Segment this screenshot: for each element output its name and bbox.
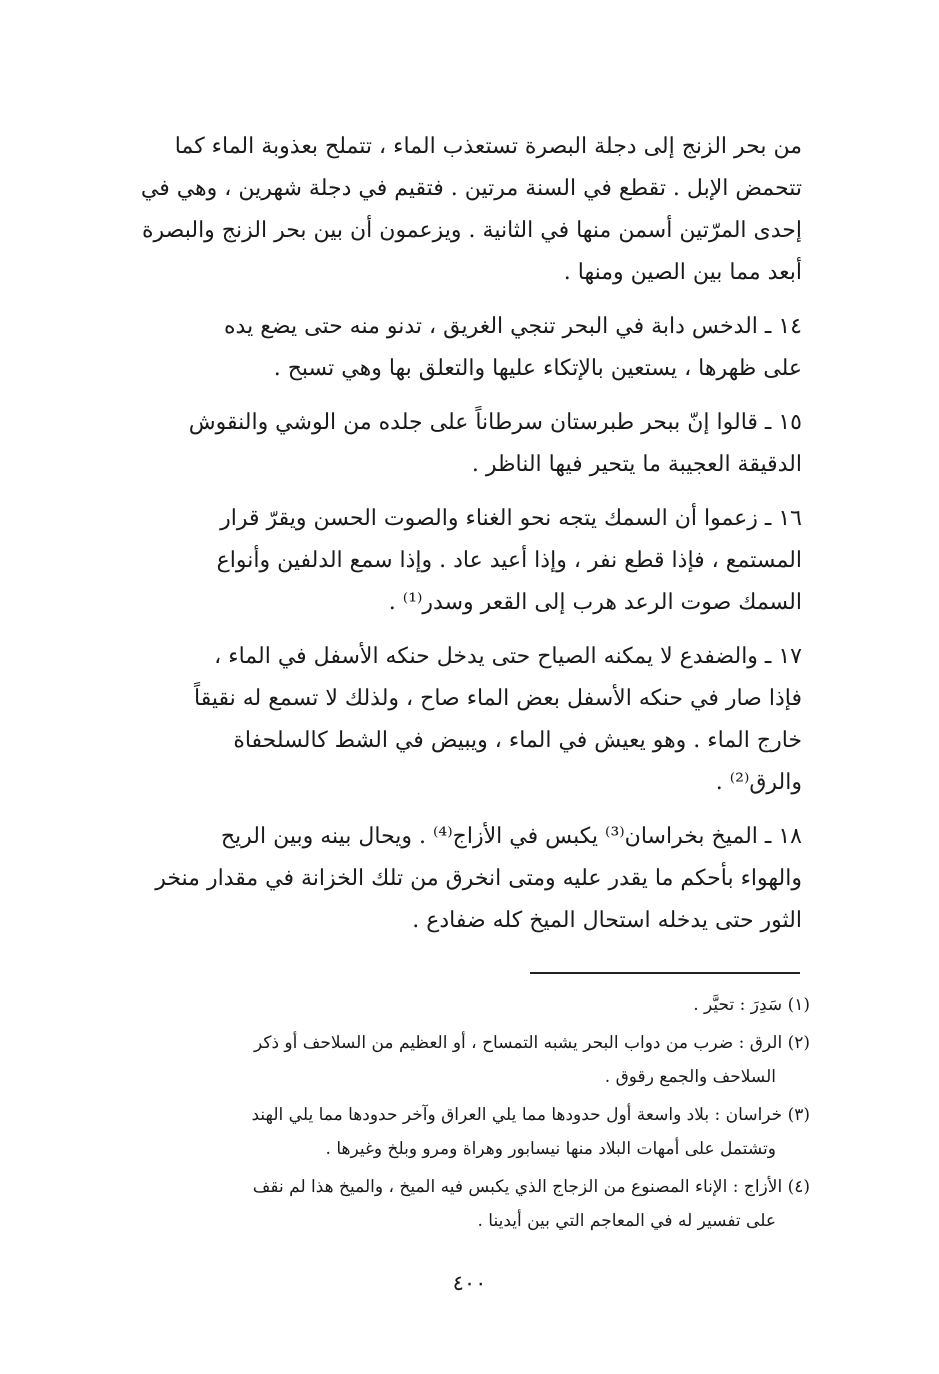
text-line: السمك صوت الرعد هرب إلى القعر وسدر⁽¹⁾ .	[388, 590, 802, 615]
footnote-3	[96, 1098, 810, 1166]
text-line: تتحمض الإبل . تقطع في السنة مرتين . فتقيم في دجلة شهرين ، وهي في	[140, 176, 802, 201]
footnote-line: (٣) خراسان : بلاد واسعة أول حدودها مما يلي العراق وآخر حدودها مما يلي الهند	[251, 1105, 810, 1125]
text-line: أبعد مما بين الصين ومنها .	[563, 260, 802, 285]
paragraph-18	[96, 816, 802, 942]
footnote-1	[96, 988, 810, 1022]
paragraph-17	[96, 636, 802, 804]
main-text	[96, 126, 802, 954]
footnote-separator	[530, 972, 800, 974]
text-line: خارج الماء . وهو يعيش في الماء ، ويبيض في الشط كالسلحفاة	[233, 728, 802, 753]
paragraph-intro	[96, 126, 802, 294]
text-line: ١٦ ـ زعموا أن السمك يتجه نحو الغناء والصوت الحسن ويقرّ قرار	[220, 506, 802, 531]
footnote-2	[96, 1026, 810, 1094]
text-line: فإذا صار في حنكه الأسفل بعض الماء صاح ، ولذلك لا تسمع له نقيقاً	[194, 686, 802, 711]
footnote-line: (٤) الأزاج : الإناء المصنوع من الزجاج الذي يكبس فيه الميخ ، والميخ هذا لم نقف	[252, 1177, 810, 1197]
paragraph-15	[96, 402, 802, 486]
page-number: ٤٠٠	[452, 1271, 487, 1295]
footnote-line: السلاحف والجمع رقوق .	[604, 1067, 776, 1087]
footnote-4	[96, 1170, 810, 1238]
text-line: إحدى المرّتين أسمن منها في الثانية . ويزعمون أن بين بحر الزنج والبصرة	[141, 218, 802, 243]
footnote-line: (٢) الرق : ضرب من دواب البحر يشبه التمساح ، أو العظيم من السلاحف أو ذكر	[253, 1033, 810, 1053]
text-line: الثور حتى يدخله استحال الميخ كله ضفادع .	[412, 908, 802, 933]
text-line: ١٧ ـ والضفدع لا يمكنه الصياح حتى يدخل حنكه الأسفل في الماء ،	[214, 644, 802, 669]
text-line: ١٥ ـ قالوا إنّ ببحر طبرستان سرطاناً على جلده من الوشي والنقوش	[188, 410, 802, 435]
text-line: ١٨ ـ الميخ بخراسان⁽³⁾ يكبس في الأزاج⁽⁴⁾ . ويحال بينه وبين الريح	[220, 824, 802, 849]
text-line: من بحر الزنج إلى دجلة البصرة تستعذب الماء ، تتملح بعذوبة الماء كما	[174, 134, 802, 159]
paragraph-14	[96, 306, 802, 390]
footnote-line: وتشتمل على أمهات البلاد منها نيسابور وهراة ومرو وبلخ وغيرها .	[325, 1139, 776, 1159]
text-line: المستمع ، فإذا قطع نفر ، وإذا أعيد عاد . وإذا سمع الدلفين وأنواع	[216, 548, 802, 573]
footnote-line: (١) سَدِرَ : تحيَّر .	[693, 995, 810, 1015]
text-line: ١٤ ـ الدخس دابة في البحر تنجي الغريق ، تدنو منه حتى يضع يده	[224, 314, 802, 339]
text-line: والرق⁽²⁾ .	[715, 770, 802, 795]
footnotes	[96, 988, 810, 1242]
text-line: والهواء بأحكم ما يقدر عليه ومتى انخرق من تلك الخزانة في مقدار منخر	[155, 866, 802, 891]
paragraph-16	[96, 498, 802, 624]
text-line: الدقيقة العجيبة ما يتحير فيها الناظر .	[471, 452, 802, 477]
text-line: على ظهرها ، يستعين بالإتكاء عليها والتعلق بها وهي تسبح .	[273, 356, 802, 381]
footnote-line: على تفسير له في المعاجم التي بين أيدينا .	[477, 1211, 776, 1231]
